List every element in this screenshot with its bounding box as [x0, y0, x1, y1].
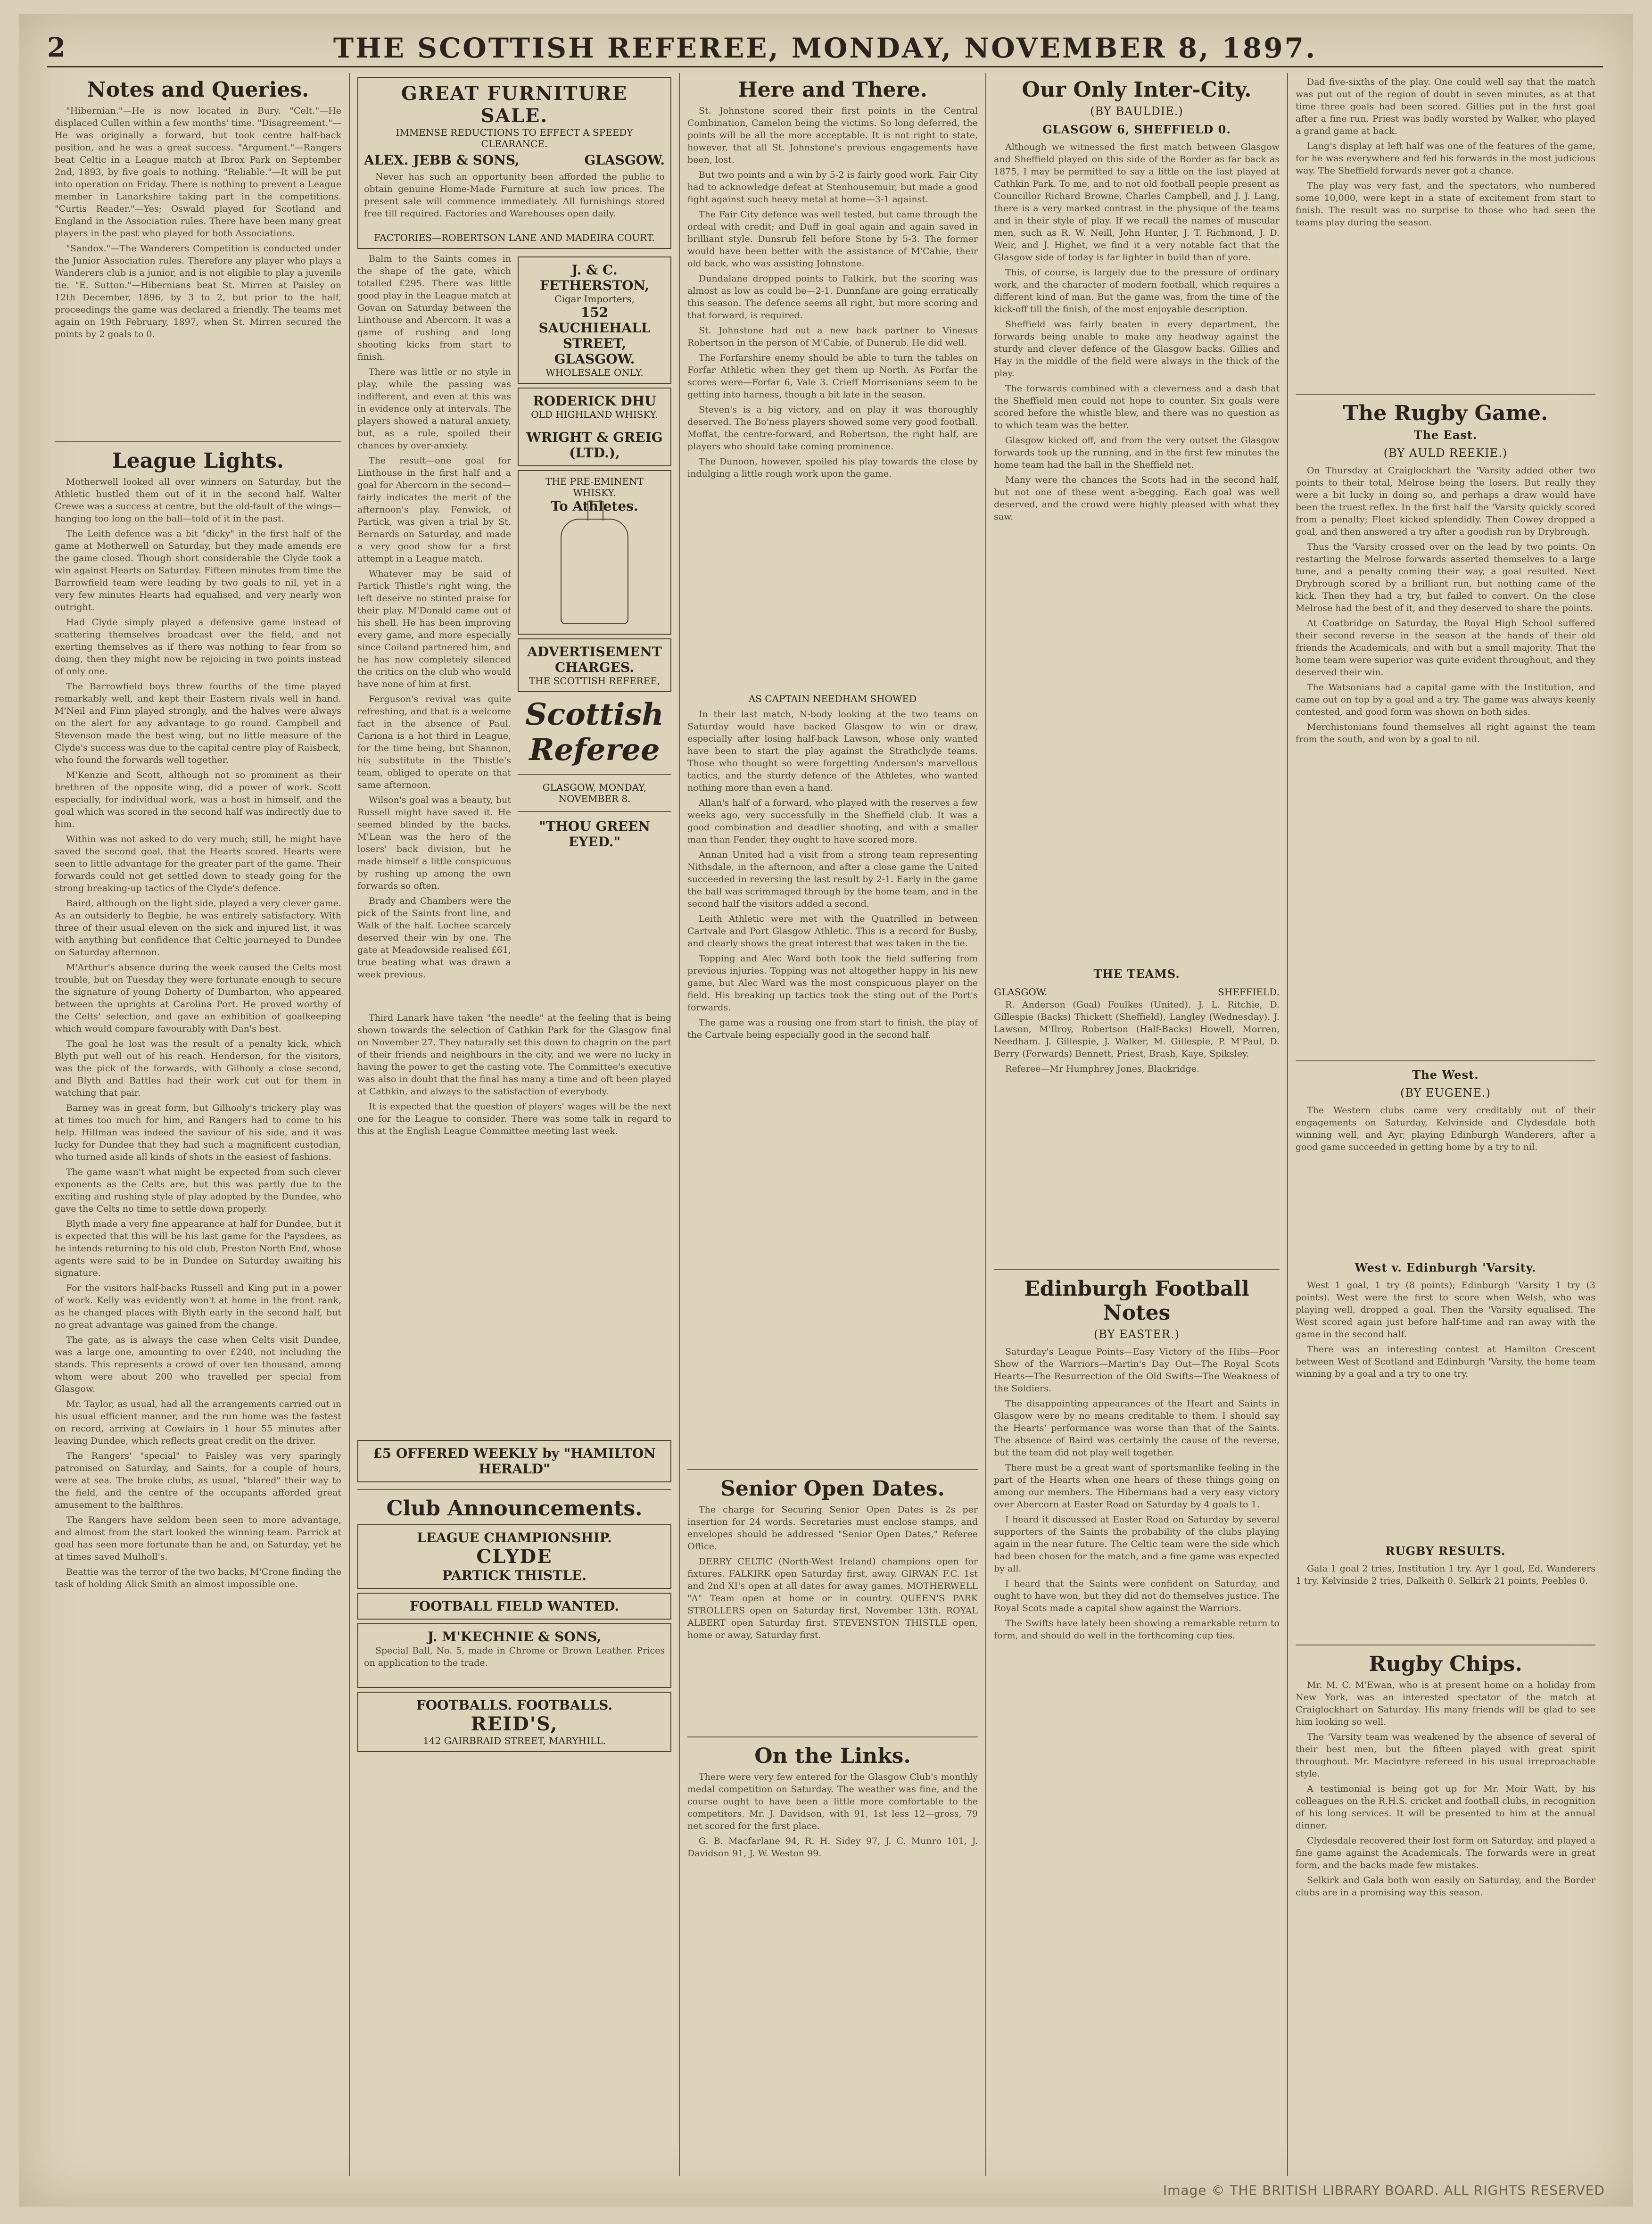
- masthead: [47, 28, 1603, 67]
- west-v-varsity-subhead: West v. Edinburgh 'Varsity.: [1355, 1261, 1536, 1274]
- mckechnie-ad: J. M'KECHNIE & SONS, Special Ball, No. 5, made in Chrome or Brown Leather. Prices on application to the trade.: [357, 1623, 671, 1688]
- edinburgh-notes-text: Saturday's League Points—Easy Victory of the Hibs—Poor Show of the Warriors—Martin's Day Out—The Royal Scots Hearts—The Resurrection of the Old Swifts—The Weakness of the Soldiers. The disappointing appearances of the Heart and Saints in Glasgow were by no means creditable to them. I should say the Hearts' performance was worse than that of the Saints. The absence of Baird was certainly the cause of the reverse, but the team did not play well together. There must be a great want of sportsmanlike feeling in the part of the Hearts when one hears of these things going on among our members. The Hibernians had a very easy victory over Abercorn at Easter Road on Saturday by 4 goals to 1. I heard it discussed at Easter Road on Saturday by several supporters of the Saints the probability of the clubs playing again in the near future. The Celtic team were the side which had been chosen for the match, and a fine game was expected by all. I heard that the Saints were confident on Saturday, and ought to have won, but they did not do themselves justice. The Royal Scots made a capital show against the Warriors. The Swifts have lately been showing a remarkable return to form, and should do well in the forthcoming cup ties.: [994, 1347, 1280, 1641]
- column-5: [1287, 73, 1603, 2176]
- furniture-city: GLASGOW.: [584, 152, 665, 168]
- on-the-links-text: There were very few entered for the Glasgow Club's monthly medal competition on Saturday. The weather was fine, and the course ought to have been a little more comfortable to the competitors. Mr. J. Davidson, with 91, 1st less 12—gross, 79 net scored for the first place. G. B. Macfarlane 94, R. H. Sidey 97, J. C. Munro 101, J. Davidson 91, J. W. Weston 99.: [687, 1772, 978, 1859]
- senior-open-dates-heading: Senior Open Dates.: [720, 1477, 945, 1501]
- the-east-byline: (BY AULD REEKIE.): [1383, 446, 1508, 460]
- image-credit: Image © THE BRITISH LIBRARY BOARD. ALL RIGHTS RESERVED: [1163, 2183, 1605, 2198]
- league-lights-heading: League Lights.: [112, 449, 284, 473]
- teams-heading: THE TEAMS.: [1093, 967, 1180, 981]
- inter-city-heading: Our Only Inter-City.: [1022, 78, 1252, 102]
- bottle-illustration: [561, 519, 628, 624]
- captain-needham-subhead: AS CAPTAIN NEEDHAM SHOWED: [748, 693, 917, 704]
- here-and-there-text: St. Johnstone scored their first points in the Central Combination, Camelon being the victims. So long deferred, the points will be all the more acceptable. It is not right to state, however, that all St. Johnstone's previous engagements have been, lost. But two points and a win by 5-2 is fairly good work. Fair City had to acknowledge defeat at Stenhousemuir, but made a good fight against such heavy metal at home—3-1 against. The Fair City defence was well tested, but came through the ordeal with credit; and Duff in goal again and again saved in brilliant style. Dunsrub fell before Stone by 5-3. The former would have been better with the assistance of M'Cahie, their old back, who was assisting Johnstone. Dundalane dropped points to Falkirk, but the scoring was almost as low as could be—2-1. Dunnfane are going erratically this season. The defence seems all right, but more scoring and that forward, is required. St. Johnstone had out a new back partner to Vinesus Robertson in the person of M'Cabie, of Dunerub. He did well. The Forfarshire enemy should be able to turn the tables on Forfar Athletic when they get them up North. As Forfar the scores were—Forfar 6, Vale 3. Crieff Morrisonians seem to be getting into harness, though a bit late in the season. Steven's is a big victory, and on play it was thoroughly deserved. The Bo'ness players showed some very good football. Moffat, the centre-forward, and Robertson, the right half, are players who should take coming prominence. The Dunoon, however, spoiled his play towards the close by indulging a little rough work upon the game.: [687, 106, 978, 479]
- west-v-varsity-text: West 1 goal, 1 try (8 points); Edinburgh 'Varsity 1 try (3 points). West were the first to score when Welsh, who was playing well, dropped a goal. Then the 'Varsity equalised. The West scored again just before half-time and ran away with the game in the second half. There was an interesting contest at Hamilton Crescent between West of Scotland and Edinburgh 'Varsity, the home team winning by a goal and a try to one try.: [1296, 1280, 1595, 1379]
- whisky-ad-to: To Athletes.: [551, 498, 638, 514]
- hamilton-offer: £5 OFFERED WEEKLY by "HAMILTON HERALD": [373, 1446, 656, 1477]
- league-lights-text: Motherwell looked all over winners on Saturday, but the Athletic hustled them out of it in the second half. Walter Crewe was a success at centre, but the old-fault of the wings—hanging too long on the ball—told of it in the past. The Leith defence was a bit "dicky" in the first half of the game at Motherwell on Saturday, but they made amends ere the game closed. Though short considerable the Clyde took a win against Hearts on Saturday. Fifteen minutes from time the Barrowfield team were leading by two goals to nil, yet in a very few minutes Hearts had equalised, and very nearly won outright. Had Clyde simply played a defensive game instead of scattering themselves broadcast over the field, and not exerting themselves as if there was nothing to fear from so doing, then they might now be rejoicing in two points instead of only one. The Barrowfield boys threw fourths of the time played remarkably well, and kept their Eastern rivals well in hand. M'Neil and Finn played strongly, and the halves were always on the alert for any advantage to go round. Campbell and Stevenson made the best wing, but no little measure of the Clyde's success was due to the capital centre play of Raisbeck, who found the forwards well together. M'Kenzie and Scott, although not so prominent as their brethren of the opposite wing, did a power of work. Scott especially, for individual work, was a host in himself, and the goal which was scored in the second half was indirectly due to him. Within was not asked to do very much; still, he might have saved the second goal, that the Hearts scored. Hearts were seen to little advantage for the greater part of the game. Their forwards could not get settled down to steady going for the strong breaking-up tactics of the Clyde's defence. Baird, although on the light side, played a very clever game. As an outsiderly to Begbie, he was entirely satisfactory. With three of their usual eleven on the sick and injured list, it was with anything but confidence that Celtic journeyed to Dundee on Saturday afternoon. M'Arthur's absence during the week caused the Celts most trouble, but on Tuesday they were fortunate enough to secure the signature of young Doherty of Dumbarton, who appeared between the uprights at Carolina Port. He proved worthy of the Celts' selection, and gave an exhibition of goalkeeping which would compare favourably with Dan's best. The goal he lost was the result of a penalty kick, which Blyth put well out of his reach. Henderson, for the visitors, was the pick of the forwards, with Gilhooly a close second, and Blyth and Battles had their work cut out for them in watching that pair. Barney was in great form, but Gilhooly's trickery play was at times too much for him, and Rangers had to come to his help. Hillman was indeed the saviour of his side, and it was lucky for Dundee that they had such a magnificent custodian, who turned aside all kinds of shots in the easiest of fashions. The game wasn't what might be expected from such clever exponents as the Celts are, but this was partly due to the exciting and rushing style of play adopted by the Dundee, who gave the Celts no time to settle down properly. Blyth made a very fine appearance at half for Dundee, but it is expected that this will be his last game for the Paysdees, as he intends returning to his old club, Preston North End, whose agents were said to be in Dundee on Saturday awaiting his signature. For the visitors half-backs Russell and King put in a power of work. Kelly was evidently won't at home in the front rank, as he changed places with Blyth early in the second half, but no great advantage was gained from the change. The gate, as is always the case when Celts visit Dundee, was a large one, amounting to over £240, not including the stands. This represents a crowd of over ten thousand, among whom were about 200 who travelled per special from Glasgow. Mr. Taylor, as usual, had all the arrangements carried out in his usual efficient manner, and the run home was the fastest on record, arriving at Cowlairs in 1 hour 55 minutes after leaving Dundee, which reflects great credit on the driver. The Rangers' "special" to Paisley was very sparingly patronised on Saturday, and Saints, for a couple of hours, were at sea. The broke clubs, as usual, "blared" their way to the field, and the centre of the occupants afforded great amusement to the balfthros. The Rangers have seldom been seen to more advantage, and almost from the start looked the winning team. Parrick at goal has seen more fortunate than he and, on Saturday, yet he at times saved Mulholl's. Beattie was the terror of the two backs, M'Crone finding the task of holding Alick Smith an almost impossible one.: [55, 477, 341, 1589]
- fetherston-address: 152 SAUCHIEHALL STREET,: [538, 305, 651, 351]
- furniture-text: Never has such an opportunity been afforded the public to obtain genuine Home-Made Furniture at such low prices. The present sale will commence immediately. All furnishings stored free till required. Factories and Warehouses open daily.: [364, 172, 665, 219]
- rugby-results-subhead: RUGBY RESULTS.: [1385, 1544, 1506, 1558]
- the-east-subhead: The East.: [1413, 428, 1478, 442]
- partick-thistle: PARTICK THISTLE.: [442, 1568, 587, 1583]
- rugby-chips-heading: Rugby Chips.: [1369, 1652, 1522, 1676]
- col2-story-text: Balm to the Saints comes in the shape of the gate, which totalled £295. There was little good play in the League match at Govan on Saturday between the Linthouse and Abercorn. It was a game of rushing and long shooting kicks from start to finish. There was little or no style in play, while the passing was indifferent, and even at this was in evidence only at intervals. The players showed a natural anxiety, but, as a rule, spoiled their chances by over-anxiety. The result—one goal for Linthouse in the first half and a goal for Abercorn in the second—fairly indicates the merit of the afternoon's play. Fenwick, of Partick, was given a trial by St. Bernards on Saturday, and made a very good show for a first attempt in a League match. Whatever may be said of Partick Thistle's right wing, the left deserve no stinted praise for their play. M'Donald came out of his shell. He has been improving every game, and more especially since Coiland partnered him, and he has now completely silenced the critics on the club who would have none of him at first. Ferguson's revival was quite refreshing, and that is a welcome fact in the absence of Paul. Cariona is a hot third in League, for the time being, but Shannon, his substitute in the Thistle's team, obliged to operate on that same afternoon. Wilson's goal was a beauty, but Russell might have saved it. He seemed blinded by the backs. M'Lean was the hero of the losers' back division, but he made himself a little conspicuous by rushing up among the own forwards so often. Brady and Chambers were the pick of the Saints front line, and Walk of the half. Lochee scarcely deserved their win by one. The gate at Meadowside realised £61, true beating what was drawn a week previous.: [357, 254, 511, 980]
- furniture-firm: ALEX. JEBB & SONS,: [364, 152, 520, 168]
- rugby-chips-text: Mr. M. C. M'Ewan, who is at present home on a holiday from New York, was an interested spectator of the match at Craiglockhart on Saturday. His many friends will be glad to see him looking so well. The 'Varsity team was weakened by the absence of several of their best men, but the fifteen played with great spirit throughout. Mr. Macintyre refereed in his usual irreproachable style. A testimonial is being got up for Mr. Moir Watt, by his colleagues on the R.H.S. cricket and football clubs, in recognition of his long services. It will be presented to him at the annual dinner. Clydesdale recovered their lost form on Saturday, and played a fine game against the Academicals. The forwards were in great form, and the backs made few mistakes. Selkirk and Gala both won easily on Saturday, and the Border clubs are in a promising way this season.: [1296, 1680, 1595, 1898]
- column-4: [985, 73, 1287, 2176]
- ad-charges-sub: THE SCOTTISH REFEREE,: [529, 675, 661, 686]
- wright-greig-firm: WRIGHT & GREIG (LTD.),: [526, 430, 663, 461]
- scottish-referee-logo: Scottish Referee: [525, 697, 664, 768]
- the-east-text: On Thursday at Craiglockhart the 'Varsity added other two points to their total, Melrose being the losers. But really they were a bit lucky in doing so, and perhaps a draw would have been the truest reflex. In the first half the 'Varsity quickly scored from a penalty; Fleet kicked splendidly. Then Cowey dropped a goal, and then answered a try after a goodish run by Drybrough. Thus the 'Varsity crossed over on the lead by two points. On restarting the Melrose forwards asserted themselves to a large tune, and a penalty coming their way, a goal resulted. Next Drybrough scored by a brilliant run, but nothing came of the kick. Then they had a try, but failed to convert. On the close Melrose had the best of it, and they deserved to share the points. At Coatbridge on Saturday, the Royal High School suffered their second reverse in the season at the hands of their old friends the Academicals, and with but a small majority. That the home team were superior was quite evident throughout, and they deserved their win. The Watsonians had a capital game with the Institution, and came out on top by a goal and a try. The game was always keenly contested, and good form was shown on both sides. Merchistonians found themselves all right against the team from the south, and won by a goal to nil.: [1296, 465, 1595, 744]
- col5-continued-text: Dad five-sixths of the play. One could well say that the match was put out of the region of doubt in seven minutes, as at that time three goals had been scored. Gillies put in the first goal after a fine run. Priest was badly worsted by Walker, who played a grand game at back. Lang's display at left half was one of the features of the game, for he was everywhere and fed his forwards in the most judicious way. The Sheffield forwards never got a chance. The play was very fast, and the spectators, who numbered some 10,000, were kept in a state of excitement from start to finish. The result was no surprise to those who had seen the teams play during the season.: [1296, 77, 1595, 228]
- footballs-ad: [357, 1692, 671, 1752]
- inter-city-byline: (BY BAULDIE.): [1090, 105, 1183, 118]
- roderick-dhu-subtitle: OLD HIGHLAND WHISKY.: [531, 409, 658, 420]
- fetherston-ad: [518, 256, 671, 384]
- ad-charges-head: ADVERTISEMENT CHARGES.: [527, 644, 662, 675]
- the-west-byline: (BY EUGENE.): [1400, 1086, 1491, 1100]
- advertisement-charges: [518, 638, 671, 692]
- senior-open-dates-text: The charge for Securing Senior Open Dates is 2s per insertion for 24 words. Secretaries must enclose stamps, and envelopes should be addressed "Senior Open Dates," Referee Office. DERRY CELTIC (North-West Ireland) champions open for fixtures. FALKIRK open Saturday first, away. GIRVAN F.C. 1st and 2nd XI's open at all dates for away games. MOTHERWELL "A" Team open at home or in country. QUEEN'S PARK STROLLERS open on Saturday first, November 13th. ROYAL ALBERT open Saturday first. STEVENSTON THISTLE open, home or away, Saturday first.: [687, 1505, 978, 1640]
- fetherston-city: GLASGOW.: [554, 351, 635, 367]
- reids-address: 142 GAIRBRAID STREET, MARYHILL.: [423, 1735, 606, 1746]
- column-3: [679, 73, 985, 2176]
- newspaper-title: THE SCOTTISH REFEREE, MONDAY, NOVEMBER 8, 1897.: [333, 32, 1317, 64]
- notes-and-queries-heading: Notes and Queries.: [87, 78, 309, 102]
- inter-city-score: GLASGOW 6, SHEFFIELD 0.: [1042, 123, 1231, 136]
- leader-heading: "THOU GREEN EYED.": [539, 818, 650, 850]
- teams-list: R. Anderson (Goal) Foulkes (United). J. L. Ritchie, D. Gillespie (Backs) Thickett (Sheffield), Langley (Wednesday). J. Lawson, M'Ilroy, Robertson (Half-Backs) Howell, Morren, Needham. J. Gillespie, J. Walker, M. Gillespie, P. M'Paul, D. Berry (Forwards) Bennett, Priest, Brash, Kaye, Spiksley. Referee—Mr Humphrey Jones, Blackridge.: [994, 1000, 1280, 1074]
- page-number: 2: [47, 32, 66, 63]
- mckechnie-firm: J. M'KECHNIE & SONS,: [427, 1629, 602, 1645]
- rugby-results-text: Gala 1 goal 2 tries, Institution 1 try. Ayr 1 goal, Ed. Wanderers 1 try. Kelvinside 2 tries, Dalkeith 0. Selkirk 21 points, Peebles 0.: [1296, 1563, 1595, 1586]
- dateline: GLASGOW, MONDAY, NOVEMBER 8.: [542, 782, 647, 804]
- team-glasgow: GLASGOW.: [994, 986, 1048, 998]
- league-championship-ad: [357, 1524, 671, 1589]
- team-sheffield: SHEFFIELD.: [1218, 986, 1280, 998]
- here-and-there-heading: Here and There.: [738, 78, 927, 102]
- roderick-dhu-title: RODERICK DHU: [533, 393, 656, 409]
- whisky-ad: [518, 470, 671, 635]
- captain-needham-text: In their last match, N-body looking at the two teams on Saturday would have backed Glasgow to win or draw, especially after losing half-back Lawson, whose only wanted have been to start the play against the Strathclyde teams. Those who thought so were forgetting Anderson's marvellous tactics, and the sturdy defence of the Athletes, who wanted nothing more than even a hand. Allan's half of a forward, who played with the reserves a few weeks ago, very successfully in the Sheffield club. It was a good combination and deadlier shooting, and with a smaller man than Fender, they ought to have scored more. Annan United had a visit from a strong team representing Nithsdale, in the afternoon, and after a close game the United succeeded in reversing the last result by 2-1. Early in the game the ball was scrimmaged through by the home team, and in the second half the visitors added a second. Leith Athletic were met with the Quatrilled in between Cartvale and Port Glasgow Athletic. This is a record for Busby, and clearly shows the great interest that was taken in the tie. Topping and Alec Ward both took the field suffering from previous injuries. Topping was not altogether happy in his new game, but Alec Ward was the most conspicuous player on the field. His breaking up tactics took the sting out of the Port's forwards. The game was a rousing one from start to finish, the play of the Cartvale being especially good in the second half.: [687, 709, 978, 1040]
- furniture-footer: FACTORIES—ROBERTSON LANE AND MADEIRA COURT.: [374, 232, 655, 243]
- rugby-game-heading: The Rugby Game.: [1343, 401, 1548, 425]
- furniture-sale-title: GREAT FURNITURE SALE.: [401, 83, 628, 127]
- edinburgh-notes-byline: (BY EASTER.): [1094, 1328, 1180, 1341]
- league-championship: LEAGUE CHAMPIONSHIP.: [417, 1530, 612, 1546]
- the-west-text: The Western clubs came very creditably out of their engagements on Saturday, Kelvinside and Clydesdale both winning well, and Ayr, playing Edinburgh Wanderers, after a good game succeeded in getting home by a try to nil.: [1296, 1105, 1595, 1152]
- roderick-dhu-ad: [518, 388, 671, 466]
- inter-city-text: Although we witnessed the first match between Glasgow and Sheffield played on this side of the Border as far back as 1875, I may be permitted to say a little on the last played at Cathkin Park. To me, and to not old football people present as Councillor Richard Browne, Charles Campbell, and J. J. Lang, there is a very marked contrast in the physique of the teams and in their style of play. If we recall the names of muscular men, such as R. W. Neill, John Hunter, J. T. Richmond, J. D. Weir, and J. Highet, we find it a very notable fact that the Glasgow side of today is far lighter in build than of yore. This, of course, is largely due to the pressure of ordinary work, and the character of modern football, which requires a different kind of man. But the game was, from the time of the kick-off till the finish, of the most enjoyable description. Sheffield was fairly beaten in every department, the forwards being unable to make any headway against the sturdy and clever defence of the Glasgow backs. Gillies and Hay in the middle of the field were always in the thick of the play. The forwards combined with a cleverness and a dash that the Sheffield men could not hope to counter. Six goals were scored before the whistle blew, and there was no question as to which team was the better. Glasgow kicked off, and from the very outset the Glasgow forwards took up the running, and in the first few minutes the home team had the ball in the Sheffield net. Many were the chances the Scots had in the second half, but not one of these went a-begging. Each goal was well deserved, and the crowd were highly pleased with what they saw.: [994, 142, 1280, 522]
- whisky-ad-head: THE PRE-EMINENT WHISKY.: [545, 476, 644, 498]
- notes-text: "Hibernian."—He is now located in Bury. "Celt."—He displaced Cullen within a few months' time. "Disagreement."—He was originally a forward, but took centre half-back position, and he was a great success. "Argument."—Rangers beat Celtic in a League match at Ibrox Park on September 2nd, 1893, by five goals to nothing. "Reliable."—It will be put into operation on Friday. There is nothing to prevent a League member in Lanarkshire taking part in the competitions. "Curtis Reader."—Yes; Oswald played for Scotland and England in the Association rules. There have been many great players in the past who played for both Associations. "Sandox."—The Wanderers Competition is conducted under the Junior Association rules. Therefore any player who plays a Wanderers club is a junior, and is not eligible to play a juvenile tie. "E. Sutton."—Hibernians beat St. Mirren at Paisley on 12th December, 1896, by 3 to 2, but prior to the half, proceedings the game was declared a friendly. The teams met again on 19th February, 1897, when St. Mirren secured the points by 2 goals to 0.: [55, 106, 341, 339]
- edinburgh-notes-heading: Edinburgh Football Notes: [1024, 1277, 1249, 1325]
- field-wanted-ad: [357, 1593, 671, 1620]
- furniture-sale-subtitle: IMMENSE REDUCTIONS TO EFFECT A SPEEDY CLEARANCE.: [396, 127, 633, 149]
- newspaper-sheet: [19, 14, 1633, 2207]
- footballs-title: FOOTBALLS. FOOTBALLS.: [416, 1697, 613, 1713]
- clyde: CLYDE: [476, 1546, 553, 1568]
- column-1: [47, 73, 349, 2176]
- field-wanted: FOOTBALL FIELD WANTED.: [409, 1598, 620, 1614]
- hamilton-herald-ad: [357, 1440, 671, 1482]
- the-west-subhead: The West.: [1412, 1068, 1479, 1082]
- leader-text: Third Lanark have taken "the needle" at the feeling that is being shown towards the selection of Cathkin Park for the Glasgow final on November 27. They naturally set this down to chagrin on the part of their friends and neighbours in the city, and we were no lucky in having the power to get the casting vote. The Committee's executive was also in doubt that the final has many a time and oft been played at Cathkin, and always to the satisfaction of everybody. It is expected that the question of players' wages will be the next one for the League to consider. There was some talk in regard to this at the English League Committee meeting last week.: [357, 1013, 671, 1136]
- fetherston-line: Cigar Importers,: [554, 293, 635, 305]
- furniture-sale-ad: [357, 77, 671, 249]
- col2-ads: [518, 253, 671, 1007]
- on-the-links-heading: On the Links.: [754, 1744, 911, 1768]
- club-announcements-heading: Club Announcements.: [386, 1496, 643, 1521]
- columns: [47, 73, 1603, 2176]
- fetherston-wholesale: WHOLESALE ONLY.: [545, 367, 644, 378]
- fetherston-firm: J. & C. FETHERSTON,: [539, 262, 650, 293]
- reids: REID'S,: [471, 1713, 558, 1735]
- teams-header-row: [994, 985, 1280, 999]
- column-2: [349, 73, 679, 2176]
